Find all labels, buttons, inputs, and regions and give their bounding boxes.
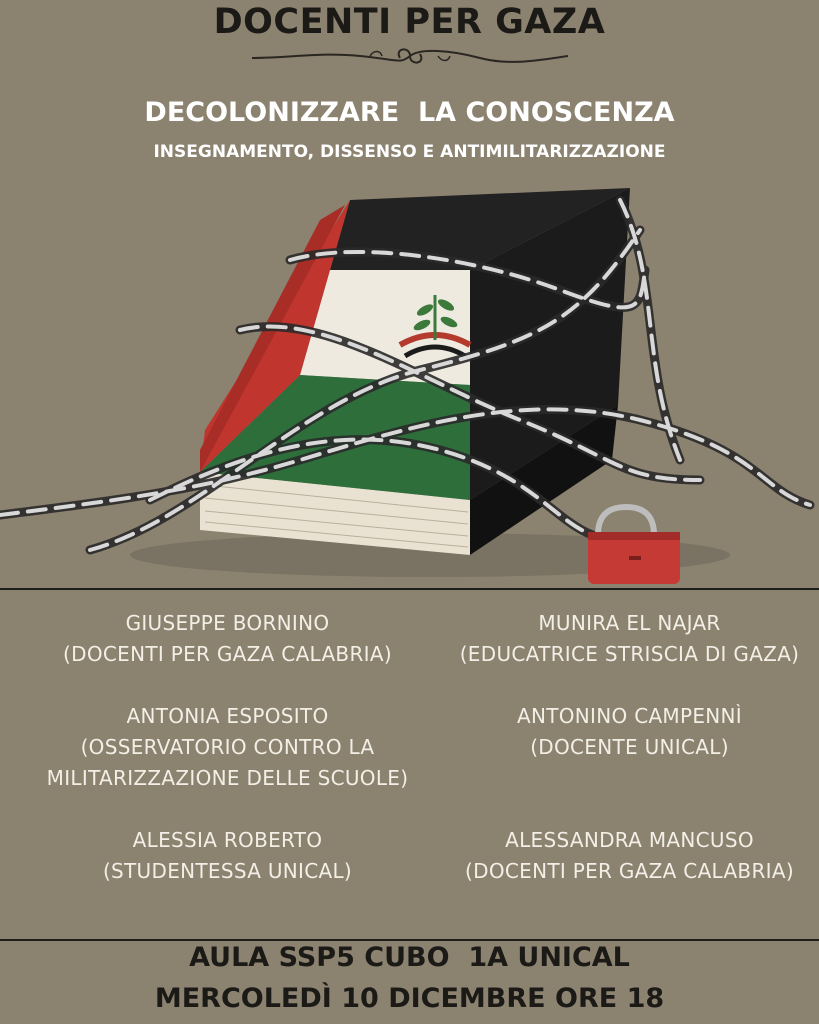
speaker-name: GIUSEPPE BORNINO (125, 611, 330, 635)
divider-bottom (0, 939, 819, 941)
speaker-affiliation: (DOCENTI PER GAZA CALABRIA) (465, 859, 794, 883)
speaker-name: ALESSIA ROBERTO (132, 828, 323, 852)
speaker-munira-el-najar (440, 608, 819, 670)
event-subtitle: DECOLONIZZARE LA CONOSCENZA (144, 97, 675, 128)
event-location: AULA SSP5 CUBO 1A UNICAL (189, 942, 630, 973)
speaker-name: ANTONINO CAMPENNÌ (516, 704, 743, 728)
speaker-name: MUNIRA EL NAJAR (538, 611, 721, 635)
speaker-affiliation-line-2: MILITARIZZAZIONE DELLE SCUOLE) (46, 766, 409, 790)
speaker-name: ALESSANDRA MANCUSO (505, 828, 754, 852)
event-title: DOCENTI PER GAZA (213, 2, 606, 42)
speaker-affiliation-line-1: (OSSERVATORIO CONTRO LA (80, 735, 375, 759)
speaker-affiliation: (DOCENTI PER GAZA CALABRIA) (63, 642, 392, 666)
speaker-affiliation: (STUDENTESSA UNICAL) (102, 859, 353, 883)
event-datetime: MERCOLEDÌ 10 DICEMBRE ORE 18 (154, 983, 665, 1014)
divider-top (0, 588, 819, 590)
speaker-giuseppe-bornino (30, 608, 425, 670)
padlock-icon (588, 507, 680, 584)
event-tagline: INSEGNAMENTO, DISSENSO E ANTIMILITARIZZAZIONE (153, 142, 666, 162)
speaker-affiliation: (DOCENTE UNICAL) (530, 735, 729, 759)
speaker-antonino-campenni (440, 701, 819, 763)
speaker-affiliation: (EDUCATRICE STRISCIA DI GAZA) (459, 642, 800, 666)
decorative-flourish (250, 46, 570, 68)
chained-book-illustration (0, 160, 819, 590)
speaker-alessia-roberto (30, 825, 425, 887)
speaker-name: ANTONIA ESPOSITO (126, 704, 329, 728)
speaker-alessandra-mancuso (440, 825, 819, 887)
speaker-antonia-esposito (30, 701, 425, 794)
